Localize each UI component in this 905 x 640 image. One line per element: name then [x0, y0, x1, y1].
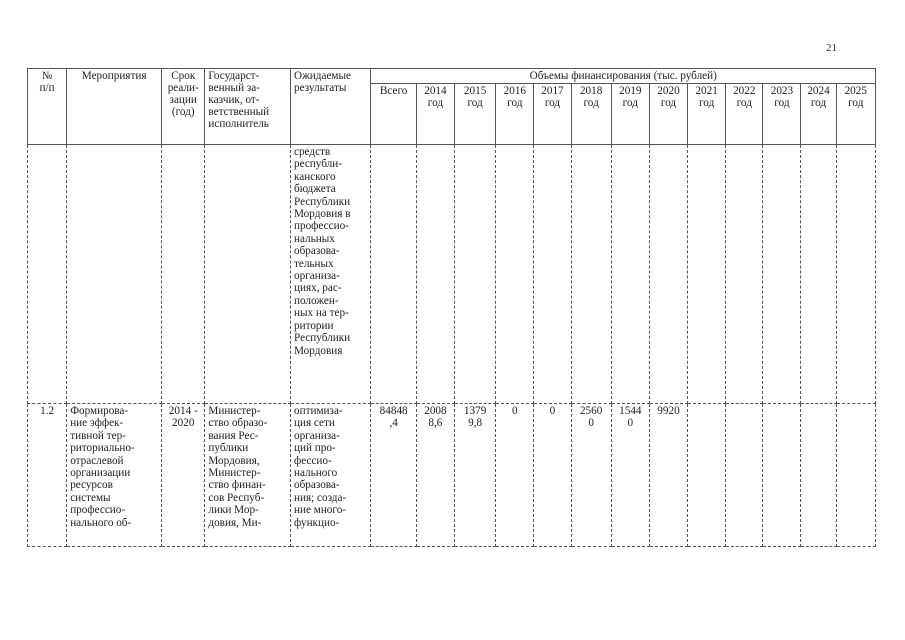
row-customer [205, 145, 291, 404]
header-year-2015: 2015 год [454, 84, 495, 145]
header-financing: Объемы финансирования (тыс. рублей) [371, 69, 876, 84]
row-value-2023 [763, 145, 801, 404]
table-row [28, 404, 876, 547]
row-measure [67, 145, 162, 404]
row-value-2014: 2008 8,6 [416, 404, 454, 547]
row-value-2024 [801, 404, 836, 547]
row-num [28, 145, 67, 404]
row-value-2018: 2560 0 [571, 404, 611, 547]
header-year-2025: 2025 год [836, 84, 875, 145]
row-value-2020 [649, 145, 687, 404]
row-customer: Министер- ство образо- вания Рес- публики Мордовия, Министер- ство финан- сов Респуб- лики Мор- довия, Ми- [205, 404, 291, 547]
row-value-2020: 9920 [649, 404, 687, 547]
row-value-2019 [611, 145, 649, 404]
header-year-2021: 2021 год [688, 84, 726, 145]
header-year-2022: 2022 год [726, 84, 763, 145]
row-term: 2014 - 2020 [162, 404, 205, 547]
row-measure: Формирова- ние эффек- тивной тер- риториально- отраслевой организации ресурсов системы профессио- нального об- [67, 404, 162, 547]
header-customer: Государст- венный за- казчик, от- ветственный исполнитель [205, 69, 291, 145]
header-year-2024: 2024 год [801, 84, 836, 145]
row-value-2019: 1544 0 [611, 404, 649, 547]
header-year-total: Всего [371, 84, 416, 145]
row-num: 1.2 [28, 404, 67, 547]
row-value-2015: 1379 9,8 [454, 404, 495, 547]
row-value-2018 [571, 145, 611, 404]
header-year-2014: 2014 год [416, 84, 454, 145]
header-year-2023: 2023 год [763, 84, 801, 145]
row-value-2021 [688, 404, 726, 547]
table-row [28, 145, 876, 404]
header-num: № п/п [28, 69, 67, 145]
row-value-2024 [801, 145, 836, 404]
row-value-2016 [496, 145, 534, 404]
row-result: средств республи- канского бюджета Республики Мордовия в профессио- нальных образова- тельных организа- циях, рас- положен- ных на тер- ритории Республики Мордовия [291, 145, 371, 404]
row-value-2021 [688, 145, 726, 404]
header-results: Ожидаемые результаты [291, 69, 371, 145]
header-year-2016: 2016 год [496, 84, 534, 145]
row-term [162, 145, 205, 404]
row-value-2022 [726, 404, 763, 547]
row-value-2025 [836, 404, 875, 547]
row-value-2015 [454, 145, 495, 404]
row-value-2014 [416, 145, 454, 404]
row-value-2023 [763, 404, 801, 547]
header-measures: Мероприятия [67, 69, 162, 145]
row-value-2017 [534, 145, 571, 404]
row-value-2017: 0 [534, 404, 571, 547]
row-value-2016: 0 [496, 404, 534, 547]
header-term: Срок реали- зации (год) [162, 69, 205, 145]
row-value-2022 [726, 145, 763, 404]
financing-table [27, 68, 876, 547]
row-value-total: 84848 ,4 [371, 404, 416, 547]
row-result: оптимиза- ция сети организа- ций про- фессио- нального образова- ния; созда- ние много- функцио- [291, 404, 371, 547]
header-year-2019: 2019 год [611, 84, 649, 145]
row-value-2025 [836, 145, 875, 404]
header-year-2018: 2018 год [571, 84, 611, 145]
header-year-2017: 2017 год [534, 84, 571, 145]
row-value-total [371, 145, 416, 404]
header-year-2020: 2020 год [649, 84, 687, 145]
page-number: 21 [826, 42, 837, 54]
